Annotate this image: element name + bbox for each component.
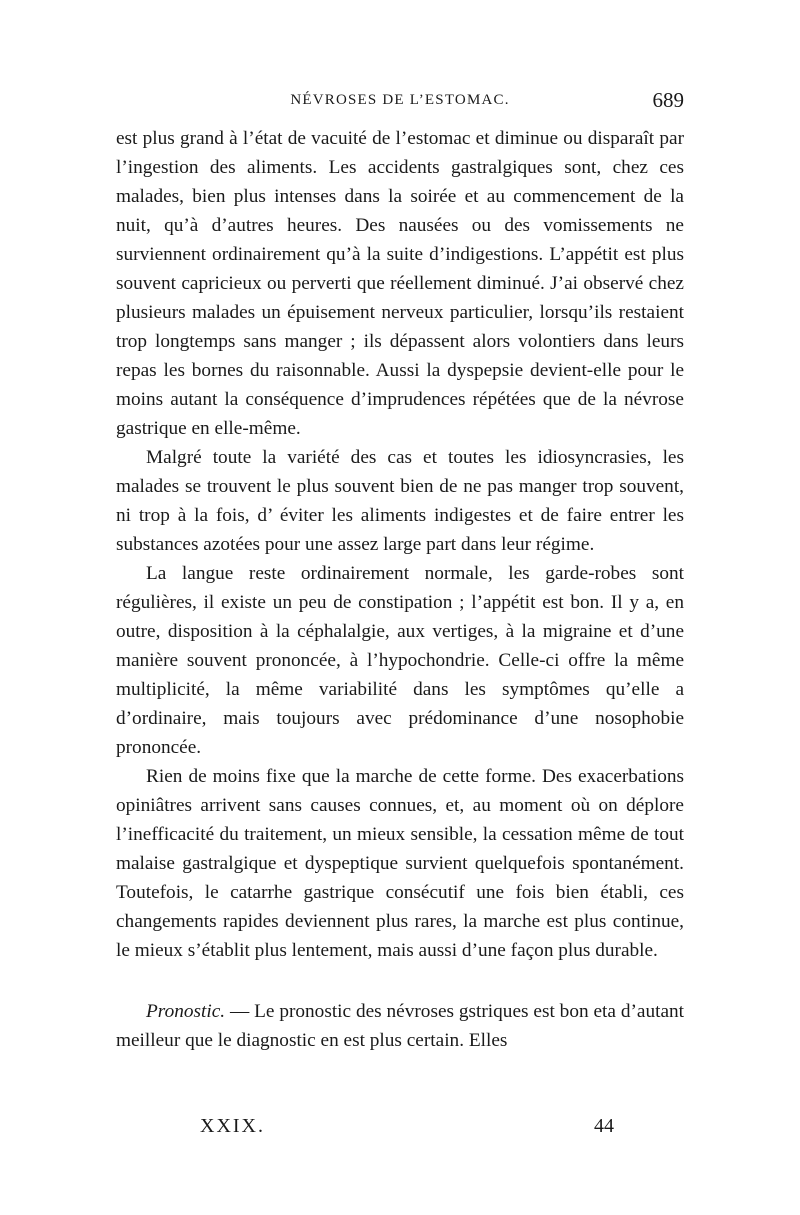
- pronostic-text: — Le pronostic des névroses gstriques est bon eta d’autant meilleur que le diagnostic en est plus certain. Elles: [116, 1001, 684, 1051]
- pronostic-heading: Pronostic.: [146, 1001, 226, 1022]
- page-footer: [116, 1115, 684, 1145]
- paragraph-diet: Malgré toute la variété des cas et toutes les idiosyncrasies, les malades se trouvent le plus souvent bien de ne pas manger trop souvent, ni trop à la fois, d’ éviter les aliments indigestes et de faire entrer les substances azotées pour une assez large part dans leur régime.: [116, 447, 684, 555]
- running-head: [116, 88, 684, 116]
- page-number: 689: [652, 88, 684, 112]
- running-title: NÉVROSES DE L’ESTOMAC.: [290, 92, 510, 108]
- paragraph-continuation: est plus grand à l’état de vacuité de l’estomac et diminue ou disparaît par l’ingestion des aliments. Les accidents gastralgiques sont, chez ces malades, bien plus intenses dans la soirée et au commencement de la nuit, qu’à d’autres heures. Des nausées ou des vomissements ne surviennent ordinairement qu’à la suite d’indigestions. L’appétit est plus souvent capricieux ou perverti que réellement diminué. J’ai observé chez plusieurs malades un épuisement nerveux particulier, lorsqu’ils restaient trop longtemps sans manger ; ils dépassent alors volontiers dans leurs repas les bornes du raisonnable. Aussi la dyspepsie devient-elle pour le moins autant la conséquence d’imprudences répétées que de la névrose gastrique en elle-même.: [116, 128, 684, 439]
- signature-mark: XXIX.: [200, 1115, 265, 1137]
- body-text: [116, 124, 684, 1055]
- paragraph-pronostic: [116, 997, 684, 1055]
- paragraph-course: Rien de moins fixe que la marche de cette forme. Des exacerbations opiniâtres arrivent sans causes connues, et, au moment où on déplore l’inefficacité du traitement, un mieux sensible, la cessation même de tout malaise gastralgique et dyspeptique survient quelquefois spontanément. Toutefois, le catarrhe gastrique consécutif une fois bien établi, ces changements rapides deviennent plus rares, la marche est plus continue, le mieux s’établit plus lentement, mais aussi d’une façon plus durable.: [116, 766, 684, 961]
- section-spacer: [116, 965, 684, 997]
- sheet-number: 44: [594, 1115, 614, 1137]
- paragraph-symptoms: La langue reste ordinairement normale, les garde-robes sont régulières, il existe un peu de constipation ; l’appétit est bon. Il y a, en outre, disposition à la céphalalgie, aux vertiges, à la migraine et d’une manière souvent prononcée, à l’hypochondrie. Celle-ci offre la même multiplicité, la même variabilité dans les symptômes qu’elle a d’ordinaire, mais toujours avec prédominance d’une nosophobie prononcée.: [116, 563, 684, 758]
